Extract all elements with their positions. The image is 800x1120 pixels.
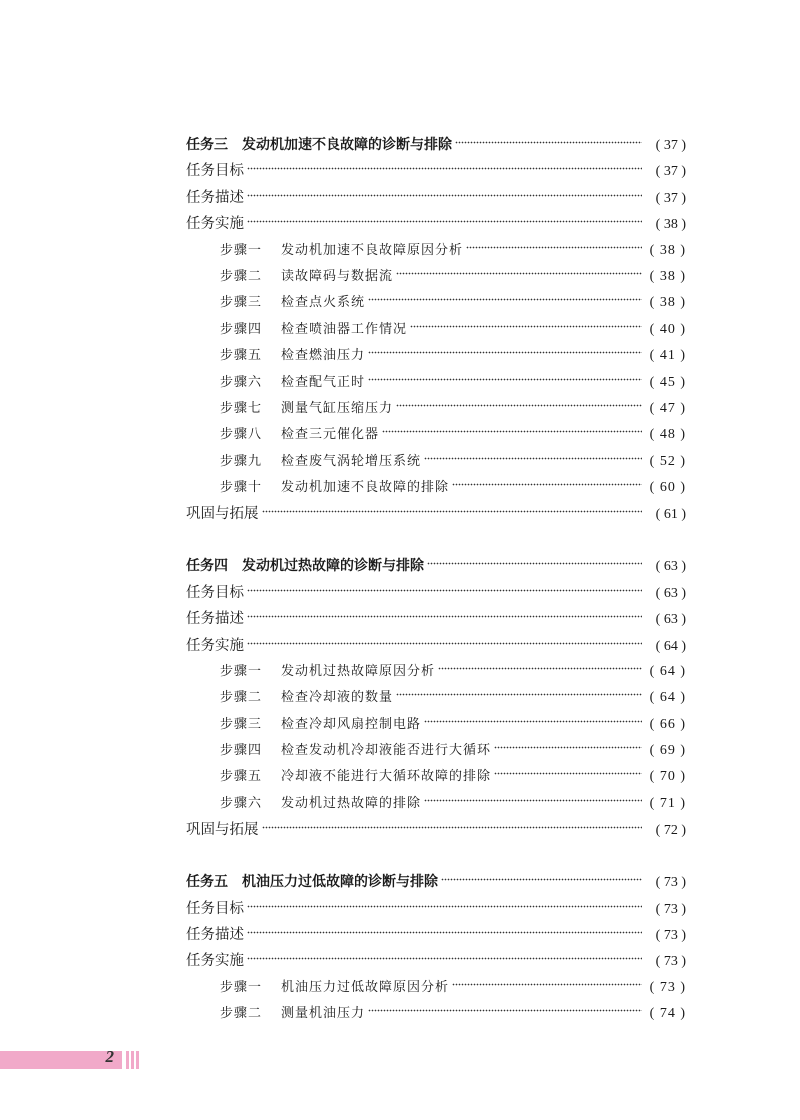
toc-step-title: 测量机油压力 [281, 1006, 366, 1022]
toc-step-number: 步骤五 [220, 348, 263, 364]
toc-step-title: 测量气缸压缩压力 [281, 400, 394, 416]
toc-step[interactable] [186, 317, 686, 343]
toc-entry[interactable] [186, 633, 686, 659]
dot-leader [452, 979, 642, 989]
dot-leader [441, 874, 642, 884]
toc-heading-title: 机油压力过低故障的诊断与排除 [242, 874, 438, 891]
toc-step[interactable] [186, 475, 686, 501]
dot-leader [368, 1005, 642, 1015]
toc-step-title: 检查三元催化器 [281, 427, 380, 443]
toc-step[interactable] [186, 449, 686, 475]
dot-leader [452, 479, 642, 489]
dot-leader [438, 663, 642, 673]
dot-leader [262, 506, 643, 516]
toc-page-number: ( 74 ) [649, 1006, 686, 1022]
toc-step[interactable] [186, 738, 686, 764]
dot-leader [396, 400, 642, 410]
table-of-contents [186, 132, 686, 1053]
toc-entry[interactable] [186, 211, 686, 237]
toc-entry-title: 任务描述 [186, 611, 244, 628]
toc-step-title: 发动机加速不良故障原因分析 [281, 242, 464, 258]
toc-page-number: ( 73 ) [649, 979, 686, 995]
toc-step-number: 步骤一 [220, 979, 263, 995]
dot-leader [247, 163, 642, 173]
dot-leader [466, 242, 642, 252]
toc-page-number: ( 73 ) [655, 954, 686, 970]
toc-page-number: ( 73 ) [655, 901, 686, 917]
toc-step-number: 步骤六 [220, 795, 263, 811]
toc-step-number: 步骤一 [220, 242, 263, 258]
dot-leader [247, 216, 642, 226]
toc-step-title: 检查配气正时 [281, 374, 366, 390]
toc-entry[interactable] [186, 158, 686, 184]
toc-page-number: ( 64 ) [649, 663, 686, 679]
toc-heading-label: 任务三 [186, 137, 228, 153]
toc-page-number: ( 37 ) [655, 190, 686, 206]
toc-page-number: ( 71 ) [649, 795, 686, 811]
footer-stripe [136, 1051, 139, 1069]
toc-step[interactable] [186, 238, 686, 264]
dot-leader [410, 321, 642, 331]
toc-page-number: ( 52 ) [649, 453, 686, 469]
dot-leader [455, 137, 642, 147]
toc-step[interactable] [186, 370, 686, 396]
dot-leader [382, 426, 642, 436]
toc-heading-title: 发动机过热故障的诊断与排除 [242, 558, 424, 575]
toc-step-title: 检查燃油压力 [281, 348, 366, 364]
dot-leader [368, 347, 642, 357]
toc-page-number: ( 38 ) [649, 295, 686, 311]
toc-step-title: 检查喷油器工作情况 [281, 321, 408, 337]
toc-page-number: ( 63 ) [655, 612, 686, 628]
toc-heading-title: 发动机加速不良故障的诊断与排除 [242, 137, 452, 153]
toc-step[interactable] [186, 685, 686, 711]
dot-leader [494, 742, 642, 752]
toc-step-number: 步骤五 [220, 769, 263, 785]
toc-entry-title: 任务描述 [186, 189, 244, 206]
toc-entry-title: 任务实施 [186, 216, 244, 233]
dot-leader [494, 768, 642, 778]
dot-leader [368, 374, 642, 384]
toc-step-number: 步骤二 [220, 1006, 263, 1022]
dot-leader [396, 689, 642, 699]
dot-leader [247, 585, 642, 595]
toc-heading-label: 任务四 [186, 558, 228, 575]
toc-step[interactable] [186, 791, 686, 817]
dot-leader [247, 638, 642, 648]
toc-entry[interactable] [186, 580, 686, 606]
toc-step-title: 读故障码与数据流 [281, 268, 394, 284]
toc-page-number: ( 48 ) [649, 427, 686, 443]
toc-entry[interactable] [186, 606, 686, 632]
toc-entry-title: 任务目标 [186, 900, 244, 917]
toc-page-number: ( 73 ) [655, 875, 686, 891]
toc-step[interactable] [186, 659, 686, 685]
toc-entry-title: 巩固与拓展 [186, 822, 259, 839]
toc-step-title: 冷却液不能进行大循环故障的排除 [281, 769, 492, 785]
toc-entry[interactable] [186, 948, 686, 974]
toc-step[interactable] [186, 764, 686, 790]
toc-step[interactable] [186, 290, 686, 316]
toc-heading[interactable] [186, 132, 686, 158]
toc-step[interactable] [186, 422, 686, 448]
toc-page-number: ( 47 ) [649, 400, 686, 416]
toc-step[interactable] [186, 343, 686, 369]
toc-entry-title: 任务实施 [186, 953, 244, 970]
toc-step-number: 步骤四 [220, 321, 263, 337]
toc-page-number: ( 38 ) [649, 242, 686, 258]
toc-step-number: 步骤二 [220, 268, 263, 284]
toc-page-number: ( 63 ) [655, 585, 686, 601]
toc-step-number: 步骤七 [220, 400, 263, 416]
toc-step[interactable] [186, 396, 686, 422]
footer-stripe [131, 1051, 134, 1069]
toc-page-number: ( 38 ) [655, 217, 686, 233]
toc-page-number: ( 41 ) [649, 348, 686, 364]
toc-entry[interactable] [186, 501, 686, 527]
toc-entry[interactable] [186, 922, 686, 948]
toc-step-number: 步骤三 [220, 716, 263, 732]
toc-step-number: 步骤八 [220, 427, 263, 443]
toc-entry-title: 任务目标 [186, 163, 244, 180]
dot-leader [247, 953, 642, 963]
toc-step-title: 检查点火系统 [281, 295, 366, 311]
toc-page-number: ( 70 ) [649, 769, 686, 785]
toc-step-number: 步骤一 [220, 663, 263, 679]
toc-entry-title: 巩固与拓展 [186, 506, 259, 523]
toc-section-task4 [186, 553, 686, 843]
footer-stripe [126, 1051, 129, 1069]
toc-section-task3 [186, 132, 686, 528]
toc-step[interactable] [186, 1001, 686, 1027]
toc-entry-title: 任务目标 [186, 584, 244, 601]
toc-step-number: 步骤十 [220, 480, 263, 496]
dot-leader [427, 558, 642, 568]
toc-step-number: 步骤三 [220, 295, 263, 311]
toc-step-title: 检查废气涡轮增压系统 [281, 453, 422, 469]
toc-page-number: ( 66 ) [649, 716, 686, 732]
toc-step-number: 步骤二 [220, 690, 263, 706]
dot-leader [424, 716, 642, 726]
dot-leader [262, 822, 643, 832]
dot-leader [247, 190, 642, 200]
toc-step-number: 步骤四 [220, 743, 263, 759]
toc-entry-title: 任务描述 [186, 926, 244, 943]
toc-step-title: 发动机加速不良故障的排除 [281, 480, 450, 496]
toc-page-number: ( 45 ) [649, 374, 686, 390]
folio-page-number: 2 [105, 1047, 114, 1066]
toc-step-number: 步骤九 [220, 453, 263, 469]
toc-page-number: ( 69 ) [649, 743, 686, 759]
toc-page-number: ( 40 ) [649, 321, 686, 337]
toc-entry[interactable] [186, 817, 686, 843]
dot-leader [424, 795, 642, 805]
toc-section-task5 [186, 869, 686, 1027]
toc-step-title: 检查发动机冷却液能否进行大循环 [281, 743, 492, 759]
toc-step[interactable] [186, 975, 686, 1001]
dot-leader [247, 611, 642, 621]
toc-page-number: ( 64 ) [655, 638, 686, 654]
toc-heading[interactable] [186, 553, 686, 579]
toc-step-title: 机油压力过低故障原因分析 [281, 979, 450, 995]
dot-leader [247, 901, 642, 911]
toc-heading-label: 任务五 [186, 874, 228, 891]
toc-page-number: ( 38 ) [649, 268, 686, 284]
toc-step-title: 发动机过热故障的排除 [281, 795, 422, 811]
toc-step[interactable] [186, 712, 686, 738]
dot-leader [247, 927, 642, 937]
toc-step[interactable] [186, 264, 686, 290]
toc-step-title: 检查冷却液的数量 [281, 690, 394, 706]
toc-page-number: ( 63 ) [655, 559, 686, 575]
toc-page-number: ( 37 ) [655, 138, 686, 153]
toc-page-number: ( 73 ) [655, 927, 686, 943]
toc-step-title: 发动机过热故障原因分析 [281, 663, 436, 679]
dot-leader [396, 268, 642, 278]
toc-page-number: ( 61 ) [655, 507, 686, 523]
toc-page-number: ( 37 ) [655, 164, 686, 180]
toc-page-number: ( 64 ) [649, 690, 686, 706]
toc-heading[interactable] [186, 869, 686, 895]
dot-leader [368, 294, 642, 304]
toc-step-title: 检查冷却风扇控制电路 [281, 716, 422, 732]
toc-entry-title: 任务实施 [186, 637, 244, 654]
dot-leader [424, 453, 642, 463]
toc-entry[interactable] [186, 185, 686, 211]
toc-page-number: ( 72 ) [655, 823, 686, 839]
toc-step-number: 步骤六 [220, 374, 263, 390]
toc-entry[interactable] [186, 896, 686, 922]
toc-page-number: ( 60 ) [649, 480, 686, 496]
